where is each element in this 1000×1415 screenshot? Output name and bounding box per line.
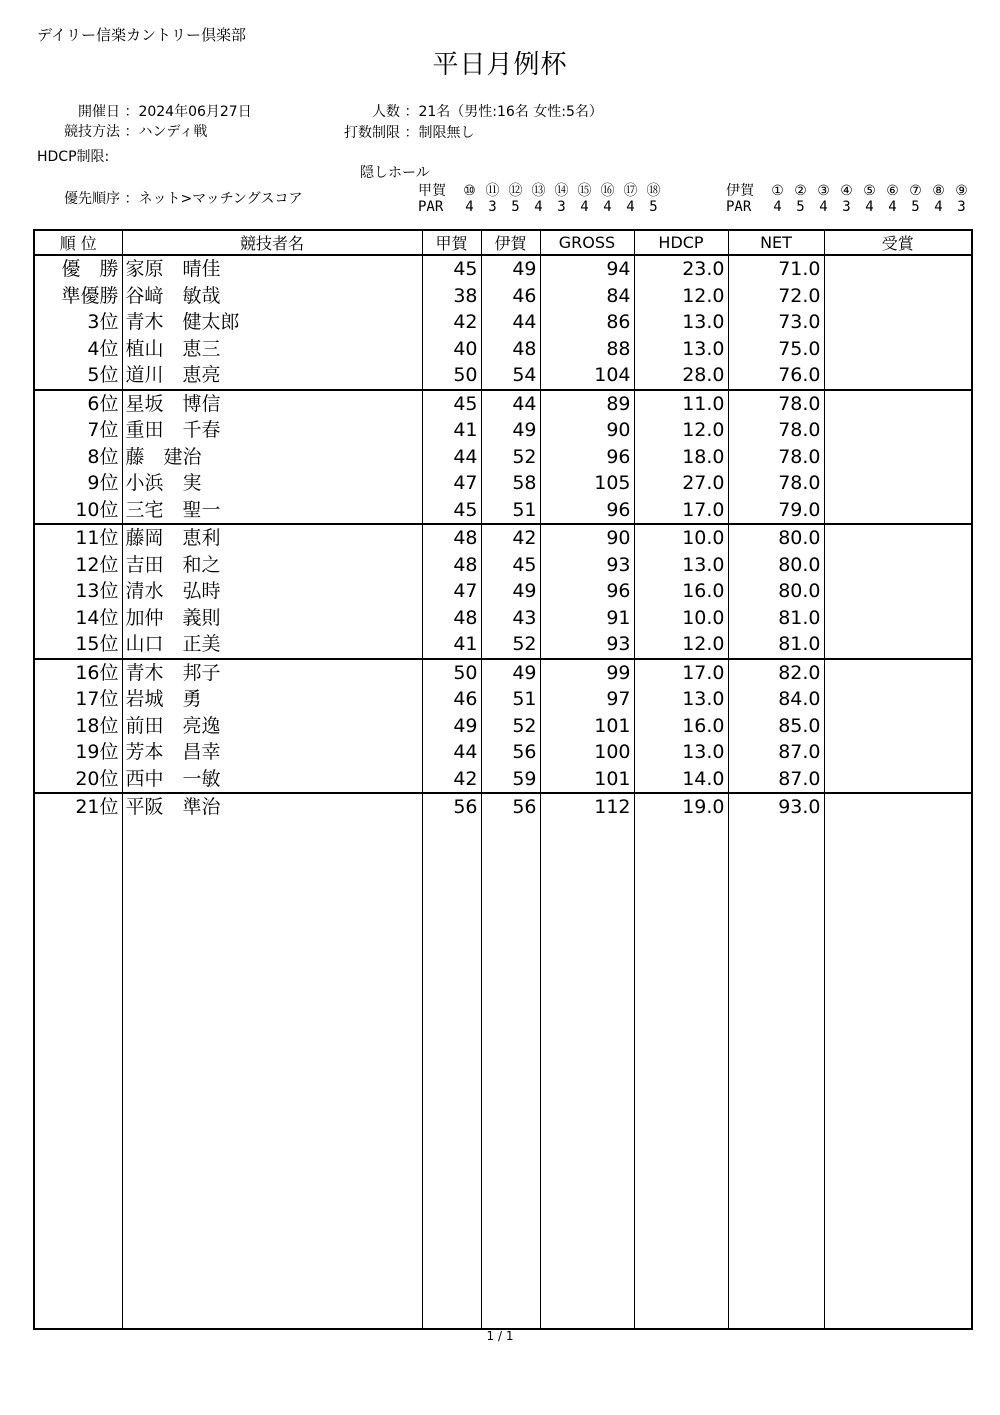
players-row: 人数 ：21名（男性:16名 女性:5名）	[316, 101, 603, 121]
empty-cell	[824, 821, 972, 1330]
par-value: 4	[534, 199, 543, 215]
award-cell	[824, 605, 972, 632]
rank-cell: 11位	[75, 527, 119, 550]
koga-score-cell: 47	[422, 578, 481, 605]
gross-cell: 84	[540, 283, 634, 310]
iga-course-name: 伊賀	[726, 183, 754, 199]
award-cell	[824, 470, 972, 497]
net-cell: 78.0	[728, 470, 824, 497]
table-row	[34, 659, 972, 687]
player-name-cell: 家原 晴佳	[122, 255, 422, 283]
table-row	[34, 390, 972, 418]
gross-cell: 89	[540, 390, 634, 418]
net-cell: 81.0	[728, 605, 824, 632]
header-iga: 伊賀	[481, 230, 540, 255]
koga-hidden-holes	[418, 180, 665, 200]
rank-cell: 19位	[75, 741, 119, 764]
koga-score-cell: 41	[422, 631, 481, 659]
strokes-value: 制限無し	[418, 125, 475, 141]
priority-label: 優先順序	[64, 191, 120, 207]
net-cell: 85.0	[728, 713, 824, 740]
table-row	[34, 309, 972, 336]
date-value: 2024年06月27日	[138, 104, 252, 120]
players-label: 人数	[372, 104, 400, 120]
koga-score-cell: 44	[422, 444, 481, 471]
iga-score-cell: 43	[481, 605, 540, 632]
player-name-cell: 前田 亮逸	[122, 713, 422, 740]
gross-cell: 86	[540, 309, 634, 336]
player-name-cell: 岩城 勇	[122, 686, 422, 713]
par-value: 4	[603, 199, 612, 215]
gross-cell: 90	[540, 524, 634, 552]
club-name: デイリー信楽カントリー倶楽部	[37, 26, 246, 44]
hdcp-cell: 14.0	[634, 766, 728, 794]
hole-number: ③	[817, 183, 830, 199]
empty-cell	[634, 821, 728, 1330]
table-row	[34, 470, 972, 497]
gross-cell: 96	[540, 444, 634, 471]
par-value: 5	[796, 199, 805, 215]
player-name-cell: 藤 建治	[122, 444, 422, 471]
hole-number: ⑨	[955, 183, 968, 199]
koga-score-cell: 41	[422, 417, 481, 444]
table-row	[34, 766, 972, 794]
empty-cell	[122, 821, 422, 1330]
method-label: 競技方法	[64, 124, 120, 140]
rank-cell: 優 勝	[61, 258, 119, 281]
method-value: ハンディ戦	[138, 124, 208, 140]
rank-cell: 16位	[75, 661, 119, 684]
award-cell	[824, 686, 972, 713]
net-cell: 84.0	[728, 686, 824, 713]
rank-cell: 14位	[75, 606, 119, 629]
hdcp-cell: 11.0	[634, 390, 728, 418]
gross-cell: 93	[540, 631, 634, 659]
gross-cell: 101	[540, 713, 634, 740]
hole-number: ②	[794, 183, 807, 199]
iga-score-cell: 46	[481, 283, 540, 310]
rank-cell: 7位	[87, 419, 119, 442]
page-number: 1 / 1	[486, 1329, 514, 1343]
empty-cell	[728, 821, 824, 1330]
hdcp-cell: 13.0	[634, 552, 728, 579]
koga-score-cell: 44	[422, 739, 481, 766]
par-value: 5	[511, 199, 520, 215]
hidden-holes-label: 隠しホール	[360, 165, 430, 181]
award-cell	[824, 444, 972, 471]
gross-cell: 93	[540, 552, 634, 579]
hdcp-cell: 16.0	[634, 578, 728, 605]
par-label: PAR	[418, 199, 444, 215]
hdcp-cell: 17.0	[634, 659, 728, 687]
koga-score-cell: 46	[422, 686, 481, 713]
gross-cell: 88	[540, 336, 634, 363]
gross-cell: 97	[540, 686, 634, 713]
par-value: 5	[911, 199, 920, 215]
player-name-cell: 平阪 準治	[122, 793, 422, 821]
par-label: PAR	[726, 199, 752, 215]
hdcp-cell: 12.0	[634, 417, 728, 444]
player-name-cell: 清水 弘時	[122, 578, 422, 605]
award-cell	[824, 524, 972, 552]
table-row	[34, 552, 972, 579]
gross-cell: 96	[540, 497, 634, 525]
rank-cell: 17位	[75, 688, 119, 711]
hole-number: ⑱	[646, 183, 661, 199]
net-cell: 80.0	[728, 524, 824, 552]
hole-number: ⑬	[531, 183, 546, 199]
table-row	[34, 283, 972, 310]
koga-score-cell: 40	[422, 336, 481, 363]
header-rank: 順 位	[34, 230, 122, 255]
koga-score-cell: 56	[422, 793, 481, 821]
par-value: 4	[888, 199, 897, 215]
gross-cell: 101	[540, 766, 634, 794]
award-cell	[824, 766, 972, 794]
hdcp-cell: 12.0	[634, 631, 728, 659]
results-table	[33, 229, 973, 1330]
table-filler-row	[34, 821, 972, 1330]
gross-cell: 105	[540, 470, 634, 497]
koga-score-cell: 48	[422, 605, 481, 632]
header-award: 受賞	[824, 230, 972, 255]
award-cell	[824, 336, 972, 363]
player-name-cell: 藤岡 恵利	[122, 524, 422, 552]
award-cell	[824, 497, 972, 525]
net-cell: 80.0	[728, 578, 824, 605]
koga-score-cell: 49	[422, 713, 481, 740]
player-name-cell: 小浜 実	[122, 470, 422, 497]
net-cell: 81.0	[728, 631, 824, 659]
iga-pars	[726, 199, 973, 215]
rank-cell: 9位	[87, 472, 119, 495]
header-gross: GROSS	[540, 230, 634, 255]
table-row	[34, 417, 972, 444]
net-cell: 71.0	[728, 255, 824, 283]
par-value: 5	[649, 199, 658, 215]
par-value: 4	[819, 199, 828, 215]
rank-cell: 3位	[87, 311, 119, 334]
koga-score-cell: 45	[422, 497, 481, 525]
rank-cell: 12位	[75, 553, 119, 576]
rank-cell: 6位	[87, 392, 119, 415]
par-value: 4	[934, 199, 943, 215]
hole-number: ⑮	[577, 183, 592, 199]
koga-score-cell: 38	[422, 283, 481, 310]
player-name-cell: 三宅 聖一	[122, 497, 422, 525]
gross-cell: 96	[540, 578, 634, 605]
par-value: 3	[557, 199, 566, 215]
gross-cell: 91	[540, 605, 634, 632]
net-cell: 78.0	[728, 390, 824, 418]
iga-hidden-holes	[726, 180, 973, 200]
award-cell	[824, 631, 972, 659]
koga-score-cell: 50	[422, 659, 481, 687]
hdcp-limit-label: HDCP制限:	[37, 149, 110, 165]
hdcp-cell: 13.0	[634, 336, 728, 363]
hdcp-cell: 19.0	[634, 793, 728, 821]
koga-score-cell: 48	[422, 552, 481, 579]
hdcp-cell: 28.0	[634, 362, 728, 390]
hdcp-cell: 27.0	[634, 470, 728, 497]
player-name-cell: 谷﨑 敏哉	[122, 283, 422, 310]
net-cell: 82.0	[728, 659, 824, 687]
table-row	[34, 686, 972, 713]
player-name-cell: 青木 健太郎	[122, 309, 422, 336]
hole-number: ⑯	[600, 183, 615, 199]
empty-cell	[422, 821, 481, 1330]
net-cell: 73.0	[728, 309, 824, 336]
page-title: 平日月例杯	[432, 50, 568, 80]
hole-number: ⑰	[623, 183, 638, 199]
gross-cell: 100	[540, 739, 634, 766]
iga-score-cell: 48	[481, 336, 540, 363]
par-value: 4	[865, 199, 874, 215]
rank-cell: 10位	[34, 497, 122, 525]
hdcp-cell: 13.0	[634, 739, 728, 766]
player-name-cell: 青木 邦子	[122, 659, 422, 687]
hole-number: ⑧	[932, 183, 945, 199]
hole-number: ①	[771, 183, 784, 199]
hdcp-cell: 10.0	[634, 605, 728, 632]
hdcp-cell: 13.0	[634, 309, 728, 336]
award-cell	[824, 793, 972, 821]
table-row	[34, 336, 972, 363]
iga-score-cell: 52	[481, 631, 540, 659]
hdcp-cell: 13.0	[634, 686, 728, 713]
rank-cell: 18位	[75, 714, 119, 737]
koga-course-name: 甲賀	[418, 183, 446, 199]
par-value: 3	[957, 199, 966, 215]
empty-cell	[481, 821, 540, 1330]
iga-score-cell: 52	[481, 713, 540, 740]
table-row	[34, 578, 972, 605]
net-cell: 87.0	[728, 739, 824, 766]
hole-number: ④	[840, 183, 853, 199]
award-cell	[824, 362, 972, 390]
hole-number: ⑭	[554, 183, 569, 199]
header-name: 競技者名	[122, 230, 422, 255]
award-cell	[824, 659, 972, 687]
player-name-cell: 道川 恵亮	[122, 362, 422, 390]
rank-cell: 20位	[34, 766, 122, 794]
player-name-cell: 植山 恵三	[122, 336, 422, 363]
hole-number: ⑦	[909, 183, 922, 199]
iga-score-cell: 42	[481, 524, 540, 552]
hdcp-cell: 17.0	[634, 497, 728, 525]
koga-score-cell: 42	[422, 309, 481, 336]
table-row	[34, 255, 972, 283]
net-cell: 79.0	[728, 497, 824, 525]
award-cell	[824, 309, 972, 336]
hdcp-cell: 16.0	[634, 713, 728, 740]
hole-number: ⑩	[463, 183, 476, 199]
koga-score-cell: 42	[422, 766, 481, 794]
koga-score-cell: 45	[422, 255, 481, 283]
player-name-cell: 重田 千春	[122, 417, 422, 444]
hdcp-cell: 10.0	[634, 524, 728, 552]
award-cell	[824, 390, 972, 418]
player-name-cell: 山口 正美	[122, 631, 422, 659]
strokes-label: 打数制限	[344, 125, 400, 141]
hole-number: ⑫	[508, 183, 523, 199]
players-value: 21名（男性:16名 女性:5名）	[418, 104, 603, 120]
gross-cell: 112	[540, 793, 634, 821]
par-value: 3	[488, 199, 497, 215]
player-name-cell: 西中 一敏	[122, 766, 422, 794]
iga-score-cell: 51	[481, 686, 540, 713]
table-row	[34, 524, 972, 552]
rank-cell: 5位	[34, 362, 122, 390]
empty-cell	[540, 821, 634, 1330]
date-label: 開催日	[78, 104, 120, 120]
player-name-cell: 吉田 和之	[122, 552, 422, 579]
date-row: 開催日 ：2024年06月27日	[30, 101, 252, 121]
iga-score-cell: 44	[481, 390, 540, 418]
iga-score-cell: 58	[481, 470, 540, 497]
hdcp-cell: 12.0	[634, 283, 728, 310]
strokes-row: 打数制限 ：制限無し	[316, 122, 474, 142]
priority-value: ネット>マッチングスコア	[138, 191, 303, 207]
award-cell	[824, 578, 972, 605]
iga-score-cell: 52	[481, 444, 540, 471]
iga-score-cell: 59	[481, 766, 540, 794]
iga-score-cell: 49	[481, 578, 540, 605]
award-cell	[824, 552, 972, 579]
award-cell	[824, 283, 972, 310]
award-cell	[824, 255, 972, 283]
table-header-row	[34, 230, 972, 255]
net-cell: 87.0	[728, 766, 824, 794]
rank-cell: 8位	[87, 445, 119, 468]
net-cell: 80.0	[728, 552, 824, 579]
header-net: NET	[728, 230, 824, 255]
priority-row: 優先順序 ：ネット>マッチングスコア	[30, 188, 303, 208]
par-value: 4	[773, 199, 782, 215]
gross-cell: 99	[540, 659, 634, 687]
hole-number: ⑤	[863, 183, 876, 199]
table-row	[34, 605, 972, 632]
rank-cell: 21位	[75, 796, 119, 819]
net-cell: 78.0	[728, 417, 824, 444]
header-hdcp: HDCP	[634, 230, 728, 255]
koga-pars	[418, 199, 665, 215]
rank-cell: 15位	[34, 631, 122, 659]
rank-cell: 13位	[75, 580, 119, 603]
award-cell	[824, 739, 972, 766]
rank-cell: 準優勝	[61, 284, 119, 307]
iga-score-cell: 54	[481, 362, 540, 390]
par-value: 4	[465, 199, 474, 215]
iga-score-cell: 56	[481, 793, 540, 821]
net-cell: 93.0	[728, 793, 824, 821]
par-value: 4	[626, 199, 635, 215]
koga-score-cell: 47	[422, 470, 481, 497]
method-row: 競技方法 ：ハンディ戦	[30, 121, 207, 141]
iga-score-cell: 49	[481, 417, 540, 444]
iga-score-cell: 49	[481, 659, 540, 687]
iga-score-cell: 44	[481, 309, 540, 336]
iga-score-cell: 45	[481, 552, 540, 579]
table-row	[34, 631, 972, 659]
player-name-cell: 芳本 昌幸	[122, 739, 422, 766]
koga-score-cell: 45	[422, 390, 481, 418]
table-row	[34, 793, 972, 821]
koga-score-cell: 50	[422, 362, 481, 390]
table-row	[34, 497, 972, 525]
gross-cell: 104	[540, 362, 634, 390]
hole-number: ⑥	[886, 183, 899, 199]
table-row	[34, 713, 972, 740]
net-cell: 78.0	[728, 444, 824, 471]
award-cell	[824, 713, 972, 740]
gross-cell: 90	[540, 417, 634, 444]
iga-score-cell: 49	[481, 255, 540, 283]
koga-score-cell: 48	[422, 524, 481, 552]
hdcp-cell: 18.0	[634, 444, 728, 471]
table-row	[34, 739, 972, 766]
player-name-cell: 星坂 博信	[122, 390, 422, 418]
hdcp-cell: 23.0	[634, 255, 728, 283]
par-value: 4	[580, 199, 589, 215]
player-name-cell: 加仲 義則	[122, 605, 422, 632]
net-cell: 72.0	[728, 283, 824, 310]
gross-cell: 94	[540, 255, 634, 283]
award-cell	[824, 417, 972, 444]
par-value: 3	[842, 199, 851, 215]
net-cell: 76.0	[728, 362, 824, 390]
iga-score-cell: 56	[481, 739, 540, 766]
iga-score-cell: 51	[481, 497, 540, 525]
rank-cell: 4位	[87, 337, 119, 360]
empty-cell	[34, 821, 122, 1330]
hole-number: ⑪	[485, 183, 500, 199]
table-row	[34, 444, 972, 471]
net-cell: 75.0	[728, 336, 824, 363]
table-row	[34, 362, 972, 390]
header-koga: 甲賀	[422, 230, 481, 255]
